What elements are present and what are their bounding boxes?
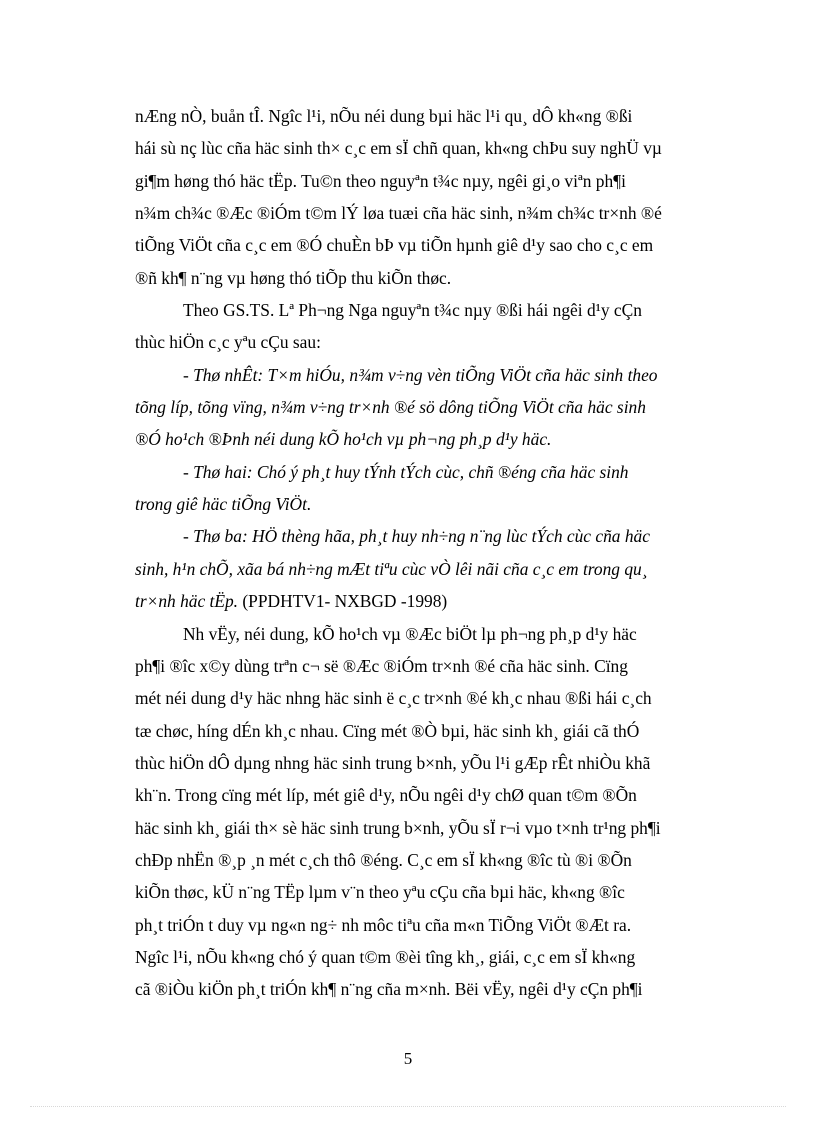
text-line: nÆng nÒ, buån tÎ. Ngîc l¹i, nÕu néi dung bµi häc l¹i qu¸ dÔ kh«ng ®ßi [135, 106, 633, 126]
page-bottom-divider [30, 1106, 786, 1107]
text-line: - Thø hai: Chó ý ph¸t huy tÝnh tÝch cùc, chñ ®éng cña häc sinh [183, 461, 629, 482]
text-line: hái sù nç lùc cña häc sinh th× c¸c em sÏ chñ quan, kh«ng chÞu suy nghÜ vµ [135, 138, 662, 159]
requirement-second [135, 456, 719, 521]
paragraph-continuation [135, 100, 719, 294]
text-line: - Thø ba: HÖ thèng hãa, ph¸t huy nh÷ng n¨ng lùc tÝch cùc cña häc [183, 526, 650, 547]
requirement-third [135, 520, 719, 617]
body-text [135, 100, 719, 1006]
text-line: tæ chøc, híng dÉn kh¸c nhau. Cïng mét ®Ò bµi, häc sinh kh¸ giái cã thÓ [135, 720, 640, 741]
text-line: häc sinh kh¸ giái th× sè häc sinh trung b×nh, yÕu sÏ r¬i vµo t×nh tr¹ng ph¶i [135, 817, 661, 838]
text-line: gi¶m høng thó häc tËp. Tu©n theo nguyªn t¾c nµy, ngêi gi¸o viªn ph¶i [135, 170, 626, 191]
text-line: kiÕn thøc, kÜ n¨ng TËp lµm v¨n theo yªu cÇu cña bµi häc, kh«ng ®îc [135, 882, 625, 903]
text-line: ph¸t triÓn t duy vµ ng«n ng÷ nh môc tiªu cña m«n TiÕng ViÖt ®Æt ra. [135, 914, 632, 935]
text-line: tiÕng ViÖt cña c¸c em ®Ó chuÈn bÞ vµ tiÕn hµnh giê d¹y sao cho c¸c em [135, 235, 654, 256]
text-line: ®Ó ho¹ch ®Þnh néi dung kÕ ho¹ch vµ ph¬ng ph¸p d¹y häc. [135, 429, 552, 450]
text-line: ph¶i ®îc x©y dùng trªn c¬ së ®Æc ®iÓm tr×nh ®é cña häc sinh. Cïng [135, 655, 628, 676]
paragraph-requirements-intro [135, 294, 719, 359]
text-line: Nh vËy, néi dung, kÕ ho¹ch vµ ®Æc biÖt lµ ph¬ng ph¸p d¹y häc [183, 623, 637, 644]
text-line: n¾m ch¾c ®Æc ®iÓm t©m lÝ løa tuæi cña häc sinh, n¾m ch¾c tr×nh ®é [135, 203, 662, 224]
text-line: - Thø nhÊt: T×m hiÓu, n¾m v÷ng vèn tiÕng ViÖt cña häc sinh theo [183, 364, 658, 385]
text-line: chÐp nhËn ®¸p ¸n mét c¸ch thô ®éng. C¸c em sÏ kh«ng ®îc tù ®i ®Õn [135, 849, 632, 870]
text-line: Theo GS.TS. Lª Ph¬ng Nga nguyªn t¾c nµy ®ßi hái ngêi d¹y cÇn [183, 300, 642, 321]
text-line: ®ñ kh¶ n¨ng vµ høng thó tiÕp thu kiÕn thøc. [135, 267, 452, 288]
text-line: mét néi dung d¹y häc nhng häc sinh ë c¸c tr×nh ®é kh¸c nhau ®ßi hái c¸ch [135, 688, 652, 709]
text-line: thùc hiÖn dÔ dµng nhng häc sinh trung b×nh, yÕu l¹i gÆp rÊt nhiÒu khã [135, 752, 651, 773]
text-line: Ngîc l¹i, nÕu kh«ng chó ý quan t©m ®èi tîng kh¸, giái, c¸c em sÏ kh«ng [135, 946, 636, 967]
text-line: tõng líp, tõng vïng, n¾m v÷ng tr×nh ®é sö dông tiÕng ViÖt cña häc sinh [135, 397, 646, 418]
text-line: kh¨n. Trong cïng mét líp, mét giê d¹y, nÕu ngêi d¹y chØ quan t©m ®Õn [135, 785, 637, 806]
page-number: 5 [403, 1049, 413, 1068]
text-line: tr×nh häc tËp. [135, 591, 239, 612]
paragraph-conclusion [135, 618, 719, 1006]
requirement-first [135, 359, 719, 456]
text-line: thùc hiÖn c¸c yªu cÇu sau: [135, 332, 321, 353]
citation: (PPDHTV1- NXBGD -1998) [242, 591, 448, 612]
text-line: sinh, h¹n chÕ, xãa bá nh÷ng mÆt tiªu cùc vÒ lêi nãi cña c¸c em trong qu¸ [135, 558, 648, 579]
text-line: trong giê häc tiÕng ViÖt. [135, 494, 312, 515]
text-line: cã ®iÒu kiÖn ph¸t triÓn kh¶ n¨ng cña m×nh. Bëi vËy, ngêi d¹y cÇn ph¶i [135, 979, 643, 1000]
